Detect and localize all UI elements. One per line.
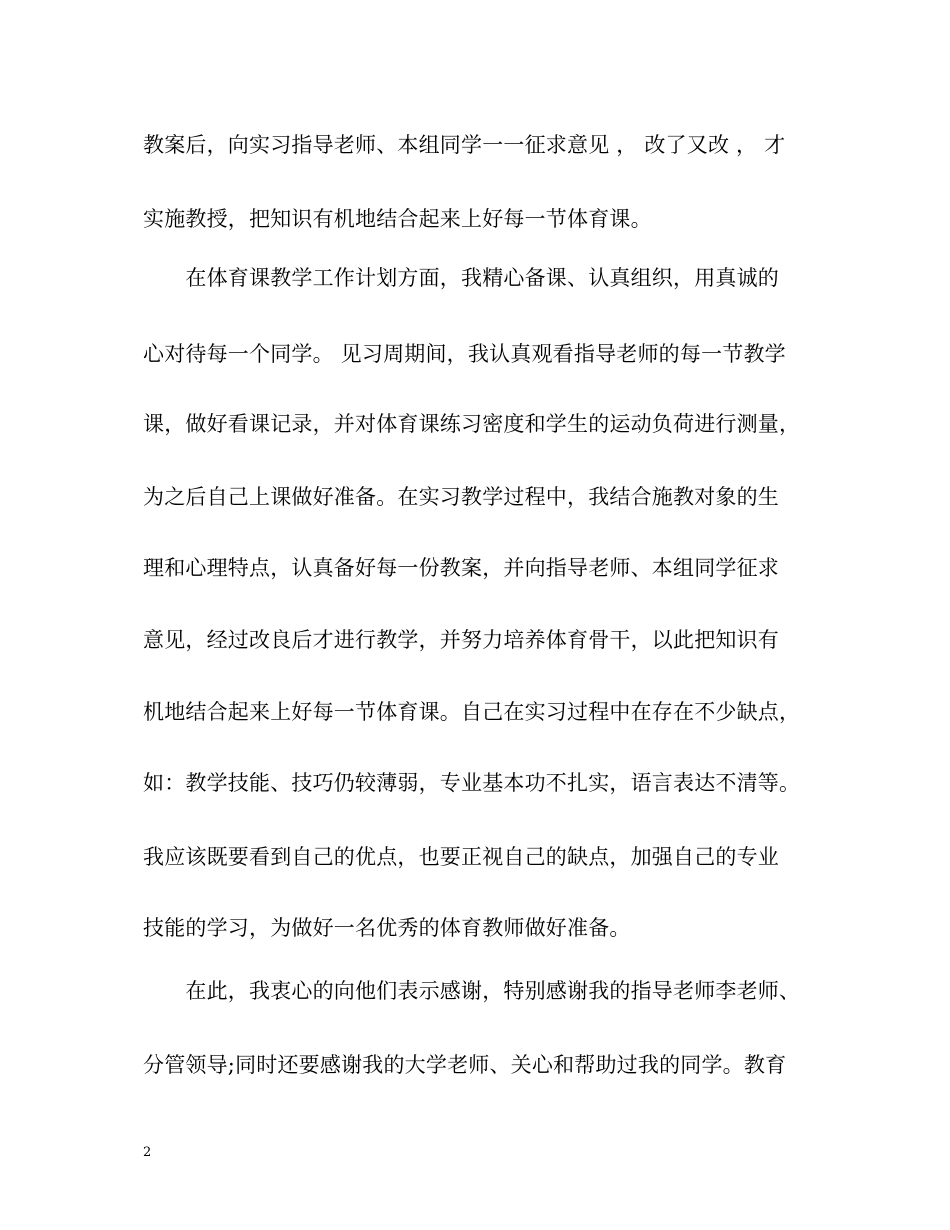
text-line: 理和心理特点，认真备好每一份教案，并向指导老师、本组同学征求	[143, 556, 779, 580]
text-line: 课，做好看课记录，并对体育课练习密度和学生的运动负荷进行测量，	[143, 412, 801, 436]
text-line: 为之后自己上课做好准备。在实习教学过程中，我结合施教对象的生	[143, 485, 779, 509]
text-line: 意见，经过改良后才进行教学，并努力培养体育骨干，以此把知识有	[143, 628, 779, 652]
text-line: 心对待每一个同学。 见习周期间，我认真观看指导老师的每一节教学	[143, 342, 786, 366]
page-number: 2	[143, 1145, 152, 1160]
text-line: 技能的学习，为做好一名优秀的体育教师做好准备。	[143, 916, 631, 940]
text-line: 我应该既要看到自己的优点，也要正视自己的缺点，加强自己的专业	[143, 845, 779, 869]
text-line: 如：教学技能、技巧仍较薄弱，专业基本功不扎实，语言表达不清等。	[143, 771, 801, 795]
text-line: 分管领导;同时还要感谢我的大学老师、关心和帮助过我的同学。教育	[143, 1053, 787, 1077]
text-line: 在体育课教学工作计划方面，我精心备课、认真组织，用真诚的	[143, 266, 779, 290]
text-line: 机地结合起来上好每一节体育课。自己在实习过程中在存在不少缺点，	[143, 700, 801, 724]
text-line: 在此，我衷心的向他们表示感谢，特别感谢我的指导老师李老师、	[143, 979, 801, 1003]
text-line: 实施教授，把知识有机地结合起来上好每一节体育课。	[143, 207, 652, 231]
text-line: 教案后，向实习指导老师、本组同学一一征求意见 ， 改了又改 ， 才	[143, 133, 786, 157]
